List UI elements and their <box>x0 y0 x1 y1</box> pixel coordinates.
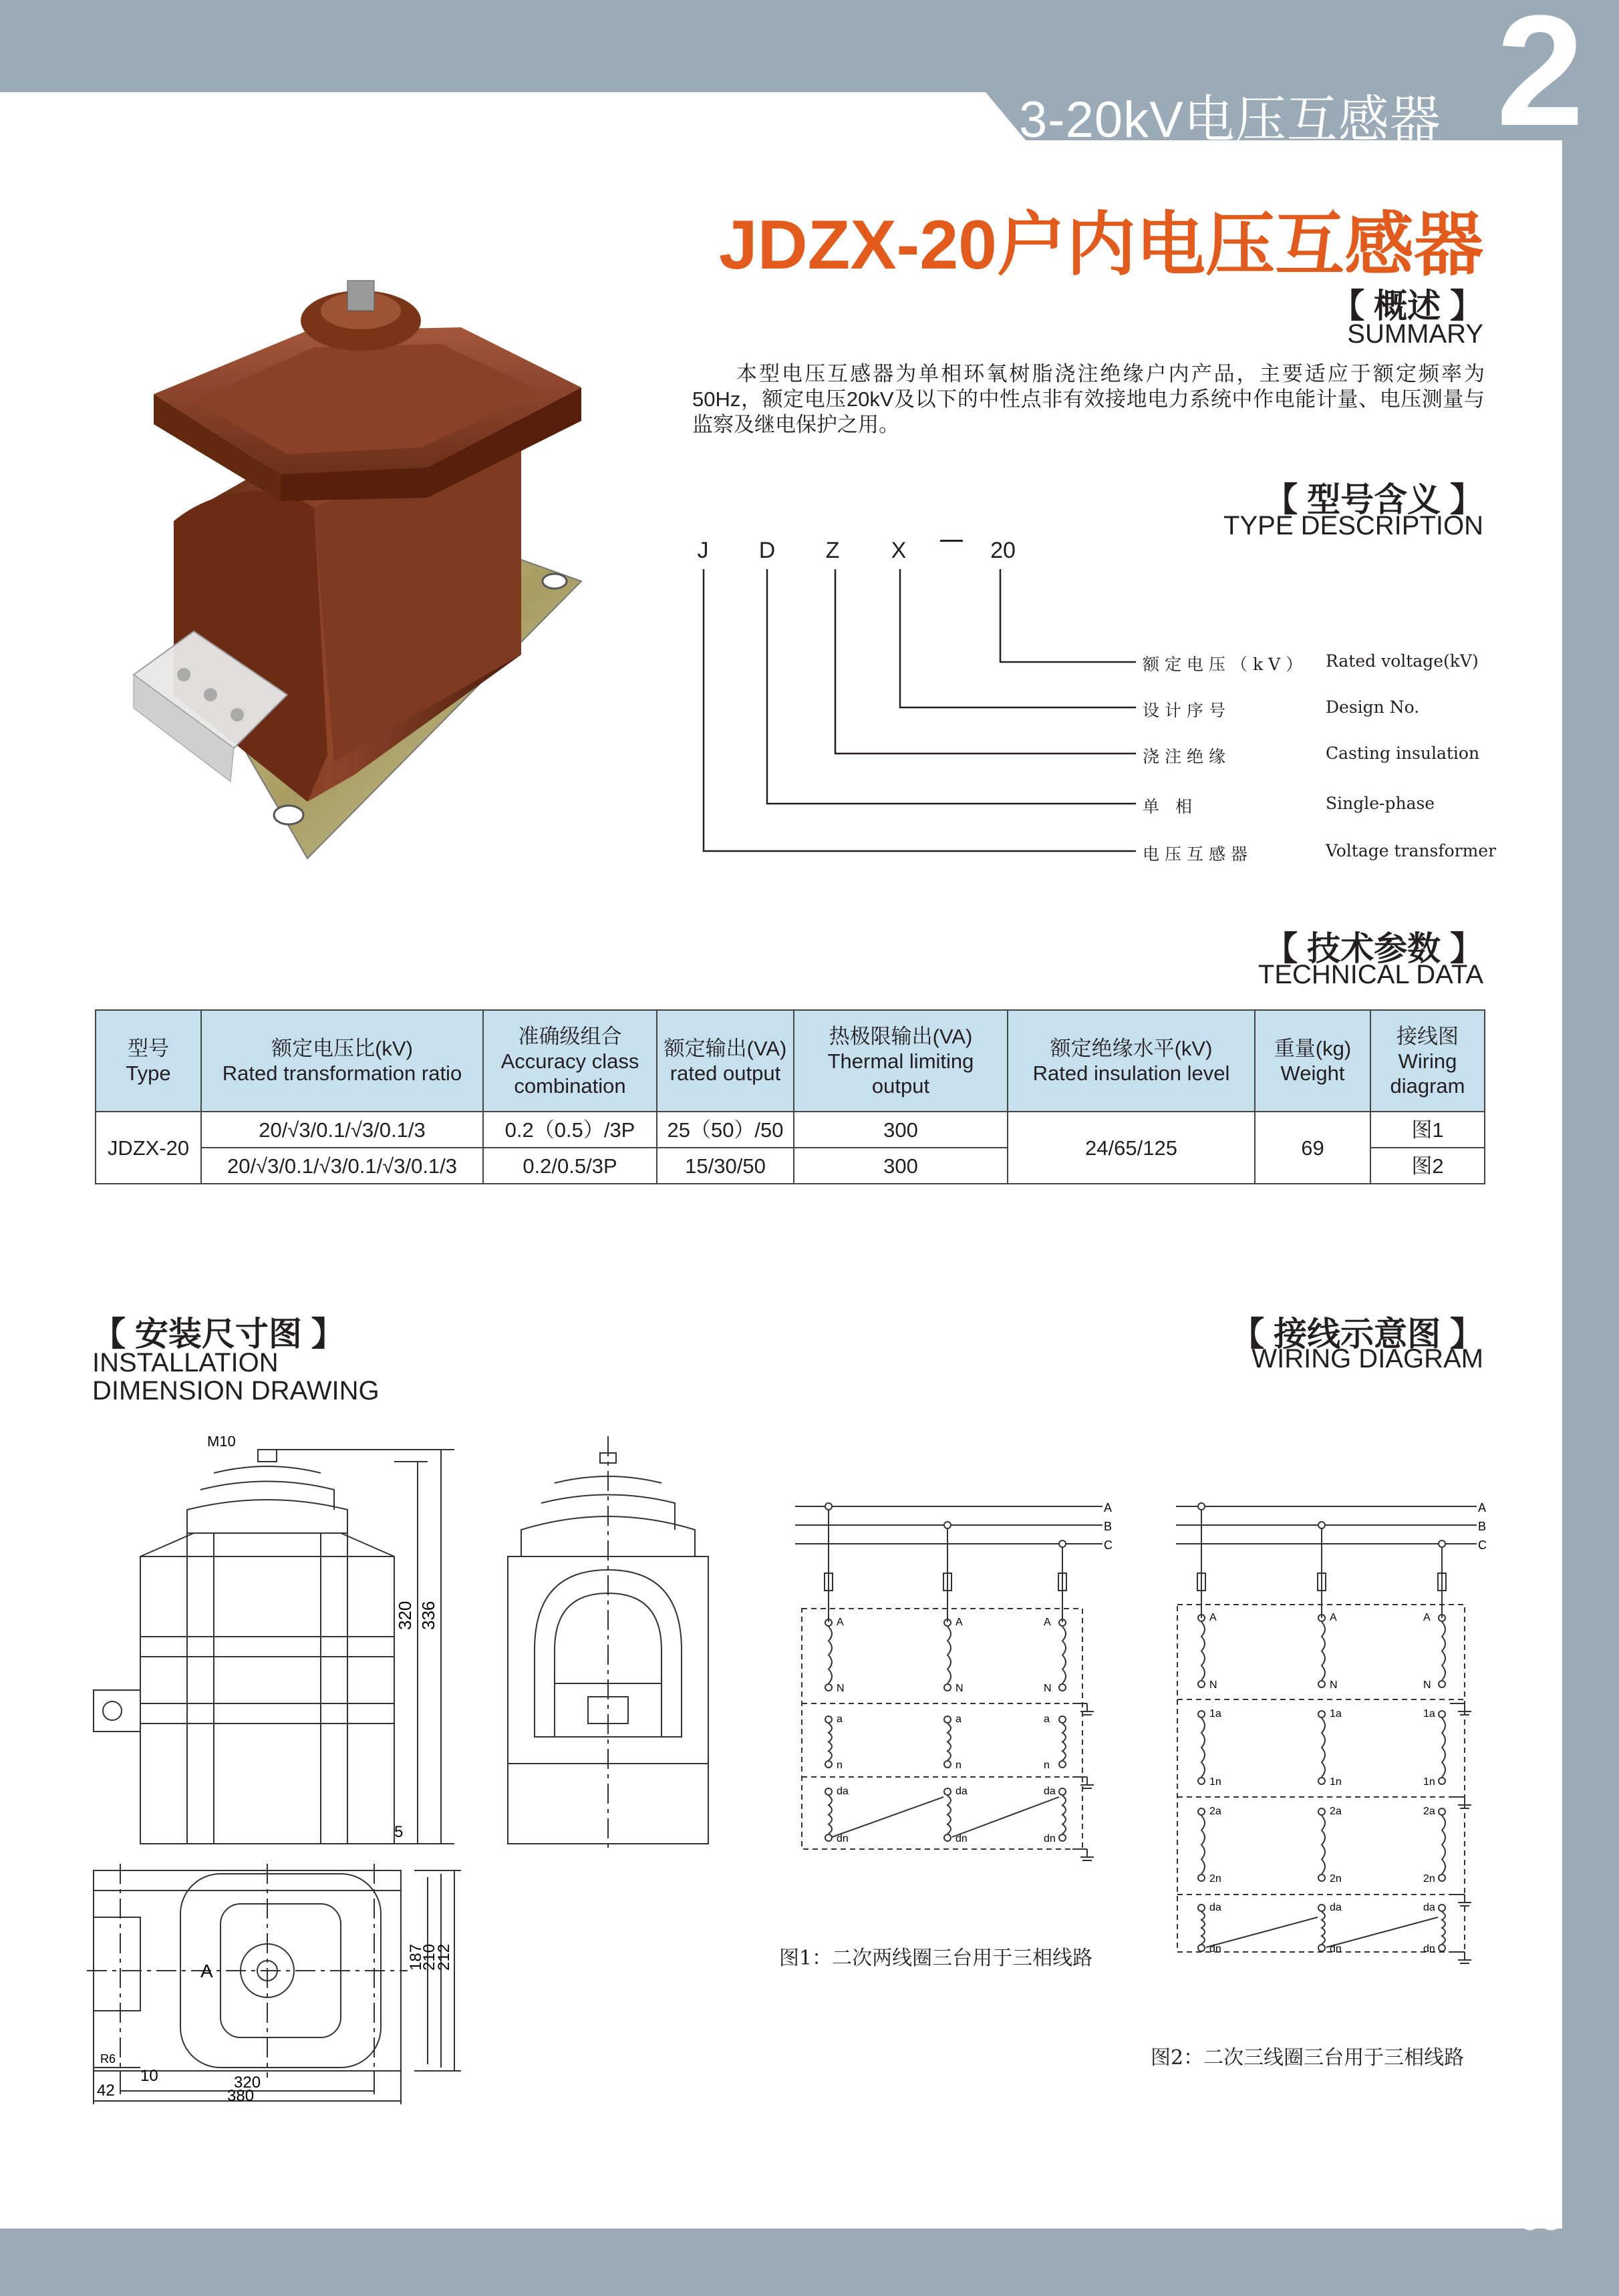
fig2-term: A <box>1330 1612 1337 1623</box>
dim-mark: A <box>200 1961 213 1981</box>
dim-10: 10 <box>140 2067 158 2085</box>
fig1-term: N <box>1044 1683 1052 1694</box>
col-insulation: 额定绝缘水平(kV) Rated insulation level <box>1008 1010 1255 1112</box>
fig2-term: 1n <box>1330 1776 1342 1788</box>
table-header-row <box>96 1010 1485 1112</box>
fig1-term: a <box>837 1713 843 1725</box>
fig2-term: da <box>1330 1902 1342 1913</box>
fig2-term: 2a <box>1209 1806 1221 1817</box>
wiring-heading-en: WIRING DIAGRAM <box>1252 1344 1483 1373</box>
fig2-term: 2n <box>1330 1873 1342 1884</box>
section-title: 3-20kV电压互感器 <box>1019 92 1441 148</box>
fig2-term: dn <box>1209 1943 1221 1955</box>
cell-insulation: 24/65/125 <box>1008 1112 1255 1184</box>
dim-5: 5 <box>394 1823 404 1841</box>
fig1-caption: 图1：二次两线圈三台用于三相线路 <box>779 1947 1093 1970</box>
wiring-diagrams <box>768 1483 1497 1991</box>
product-title: JDZX-20户内电压互感器 <box>718 206 1483 284</box>
fig1-term: da <box>955 1786 968 1797</box>
cell-diagram: 图1 <box>1370 1112 1485 1148</box>
cell-accuracy: 0.2（0.5）/3P <box>483 1112 657 1148</box>
summary-heading-en: SUMMARY <box>1347 319 1483 349</box>
cell-thermal: 300 <box>794 1112 1008 1148</box>
fig1-term: n <box>955 1760 962 1771</box>
dim-187: 187 <box>407 1943 425 1971</box>
summary-heading-cn: 【 概述 】 <box>1331 287 1483 325</box>
fig2-term: N <box>1423 1679 1431 1691</box>
fig2-term: dn <box>1330 1943 1342 1955</box>
td-cn-0: 额定电压（kV） <box>1143 655 1308 674</box>
fig2-term: dn <box>1423 1943 1435 1955</box>
cell-output: 15/30/50 <box>657 1148 794 1184</box>
fig2-phase-c: C <box>1478 1538 1487 1552</box>
fig2-term: A <box>1423 1612 1431 1623</box>
cell-thermal: 300 <box>794 1148 1008 1184</box>
cell-diagram: 图2 <box>1370 1148 1485 1184</box>
dim-336: 336 <box>418 1601 438 1630</box>
fig1-term: A <box>1044 1617 1051 1628</box>
fig2-term: 2n <box>1209 1873 1221 1884</box>
fig2-term: 1a <box>1423 1708 1435 1719</box>
fig1-term: a <box>1044 1713 1050 1725</box>
dim-380: 380 <box>227 2087 255 2104</box>
fig1-term: A <box>837 1617 844 1628</box>
code-j: J <box>697 538 709 563</box>
section-number: 2 <box>1496 0 1584 159</box>
fig1-phase-a: A <box>1104 1501 1113 1514</box>
summary-text: 本型电压互感器为单相环氧树脂浇注绝缘户内产品，主要适应于额定频率为50Hz，额定电压20kV及以下的中性点非有效接地电力系统中作电能计量、电压测量与监察及继电保护之用。 <box>692 362 1485 436</box>
td-cn-1: 设计序号 <box>1143 701 1231 720</box>
code-z: Z <box>825 538 840 563</box>
fig1-term: da <box>837 1786 849 1797</box>
fig1-term: n <box>837 1760 843 1771</box>
dim-320: 320 <box>395 1601 415 1630</box>
tech-heading-en: TECHNICAL DATA <box>1258 960 1483 989</box>
dimension-drawing <box>0 1436 735 2104</box>
fig2-term: da <box>1423 1902 1435 1913</box>
col-output: 额定输出(VA) rated output <box>657 1010 794 1112</box>
technical-table <box>95 1009 1485 1184</box>
fig2-term: 1n <box>1423 1776 1435 1788</box>
tech-heading-cn: 【 技术参数 】 <box>1264 930 1483 967</box>
dim-r6: R6 <box>100 2052 116 2066</box>
code-d: D <box>758 538 776 563</box>
fig1-term: a <box>955 1713 962 1725</box>
fig1-term: A <box>955 1617 963 1628</box>
cell-weight: 69 <box>1255 1112 1370 1184</box>
col-accuracy: 准确级组合 Accuracy class combination <box>483 1010 657 1112</box>
td-cn-4: 电压互感器 <box>1143 844 1254 864</box>
page-number: 63 <box>1518 2195 1562 2239</box>
col-ratio: 额定电压比(kV) Rated transformation ratio <box>201 1010 483 1112</box>
dim-210: 210 <box>420 1943 438 1971</box>
fig2-term: da <box>1209 1902 1221 1913</box>
table-row <box>96 1112 1485 1148</box>
code-x: X <box>891 538 907 563</box>
td-en-0: Rated voltage(kV) <box>1326 651 1479 671</box>
cell-ratio: 20/√3/0.1/√3/0.1/3 <box>201 1112 483 1148</box>
col-weight: 重量(kg) Weight <box>1255 1010 1370 1112</box>
dim-42: 42 <box>97 2082 115 2100</box>
install-heading-en-2: DIMENSION DRAWING <box>92 1376 380 1406</box>
fig1-term: dn <box>837 1833 849 1844</box>
cell-output: 25（50）/50 <box>657 1112 794 1148</box>
code-20: 20 <box>990 538 1016 563</box>
install-heading-cn: 【 安装尺寸图 】 <box>92 1315 345 1353</box>
type-heading-en: TYPE DESCRIPTION <box>1223 511 1483 540</box>
fig2-term: 1a <box>1330 1708 1342 1719</box>
cell-ratio: 20/√3/0.1/√3/0.1/√3/0.1/3 <box>201 1148 483 1184</box>
col-type: 型号 Type <box>96 1010 201 1112</box>
type-leader-lines <box>0 0 1619 868</box>
col-diagram: 接线图 Wiring diagram <box>1370 1010 1485 1112</box>
fig1-phase-b: B <box>1104 1520 1113 1533</box>
fig2-caption: 图2：二次三线圈三台用于三相线路 <box>1151 2046 1465 2070</box>
type-heading-cn: 【 型号含义 】 <box>1264 481 1483 518</box>
fig2-term: N <box>1209 1679 1217 1691</box>
fig1-phase-c: C <box>1104 1538 1113 1552</box>
wiring-heading-cn: 【 接线示意图 】 <box>1231 1315 1483 1353</box>
dim-320-bottom: 320 <box>234 2074 261 2092</box>
td-en-4: Voltage transformer <box>1326 841 1497 860</box>
td-en-2: Casting insulation <box>1326 744 1480 763</box>
fig2-term: 2a <box>1330 1806 1342 1817</box>
fig1-term: dn <box>1044 1833 1056 1844</box>
fig2-term: N <box>1330 1679 1338 1691</box>
fig2-phase-b: B <box>1478 1520 1487 1533</box>
fig2-term: A <box>1209 1612 1217 1623</box>
dim-212: 212 <box>435 1943 453 1971</box>
fig2-term: 2a <box>1423 1806 1435 1817</box>
dim-bolt: M10 <box>207 1436 236 1450</box>
fig2-phase-a: A <box>1478 1501 1487 1514</box>
td-cn-2: 浇注绝缘 <box>1143 747 1231 766</box>
cell-accuracy: 0.2/0.5/3P <box>483 1148 657 1184</box>
fig1-term: dn <box>955 1833 968 1844</box>
fig1-term: n <box>1044 1760 1050 1771</box>
install-heading-en-1: INSTALLATION <box>92 1348 279 1377</box>
col-thermal: 热极限输出(VA) Thermal limiting output <box>794 1010 1008 1112</box>
td-en-3: Single-phase <box>1326 794 1435 813</box>
td-cn-3: 单 相 <box>1143 797 1197 816</box>
fig2-term: 1n <box>1209 1776 1221 1788</box>
fig1-term: da <box>1044 1786 1056 1797</box>
cell-type: JDZX-20 <box>96 1112 201 1184</box>
fig1-term: N <box>955 1683 964 1694</box>
fig2-term: 1a <box>1209 1708 1221 1719</box>
td-en-1: Design No. <box>1326 697 1420 717</box>
fig2-term: 2n <box>1423 1873 1435 1884</box>
fig1-term: N <box>837 1683 845 1694</box>
